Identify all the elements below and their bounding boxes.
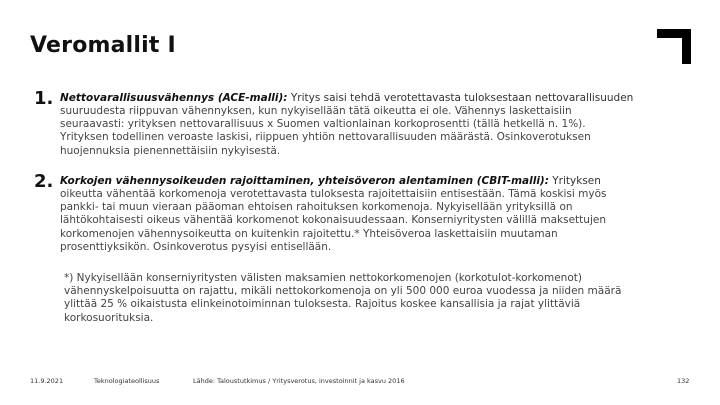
item-body: [60, 188, 690, 254]
item-heading: [60, 92, 633, 105]
item-line: pankki- tai muun vieraan pääoman ehtoisen rahoituksen korkomenoja. Nykyisellään yrityksillä on: [60, 201, 573, 214]
list-number: 1.: [34, 88, 54, 109]
footnote-line: ylittää 25 % oikaistusta elinkeinotoiminnan tuloksesta. Rajoitus koskee kansallisia ja rajat ylittäviä: [64, 298, 581, 311]
footer-organization: Teknologiateollisuus: [94, 377, 160, 385]
item-label: Nettovarallisuusvähennys (ACE-malli):: [60, 92, 288, 104]
footer-source: Lähde: Taloustutkimus / Yritysverotus, investoinnit ja kasvu 2016: [193, 377, 405, 385]
item-line: lähtökohtaisesti oikeus vähentää korkomenot kokonaisuudessaan. Konserniyritysten välillä maksettujen: [60, 214, 606, 227]
item-line: huojennuksia pienennettäisiin nykyisestä.: [60, 144, 281, 157]
item-lead-text: Yritys saisi tehdä verotettavasta tuloksestaan nettovarallisuuden: [287, 92, 634, 104]
corner-bracket-logo: [657, 29, 691, 64]
slide-title: Veromallit I: [30, 33, 176, 58]
footnote-line: korkosuorituksia.: [64, 311, 154, 324]
footnote-line: vähennyskelpoisuutta on rajattu, mikäli nettokorkomenoja on yli 500 000 euroa vuodessa ja niiden määrä: [64, 285, 622, 298]
item-line: oikeutta vähentää korkomenoja verotettavasta tuloksesta rajoitettaisiin entisestään. Tämä koskisi myös: [60, 188, 607, 200]
footnote: [64, 272, 684, 325]
item-line: Yrityksen todellinen veroaste laskisi, riippuen yhtiön nettovarallisuuden määrästä. Osinkoverotuksen: [60, 131, 591, 144]
item-heading: [60, 175, 601, 188]
item-line: korkomenojen vähennysoikeutta on kuitenkin rajoitettu.* Yhteisöveroa laskettaisiin muutaman: [60, 227, 558, 240]
page-number: 132: [677, 377, 690, 385]
item-line: seuraavasti: yrityksen nettovarallisuus x Suomen valtionlainan korkoprosentti (tällä hetkellä n. 1%).: [60, 118, 586, 131]
item-line: suuruudesta riippuvan vähennyksen, kun nykyisellään tätä oikeutta ei ole. Vähennys laskettaisiin: [60, 105, 572, 117]
list-number: 2.: [34, 171, 54, 192]
item-line: prosenttiyksikön. Osinkoverotus pysyisi entisellään.: [60, 240, 332, 253]
footer-date: 11.9.2021: [30, 377, 64, 385]
item-body: [60, 105, 690, 158]
item-lead-text: Yrityksen: [548, 175, 601, 187]
footnote-line: *) Nykyisellään konserniyritysten välisten maksamien nettokorkomenojen (korkotulot-korkomenot): [64, 272, 582, 284]
item-label: Korkojen vähennysoikeuden rajoittaminen, yhteisöveron alentaminen (CBIT-malli):: [60, 175, 549, 187]
